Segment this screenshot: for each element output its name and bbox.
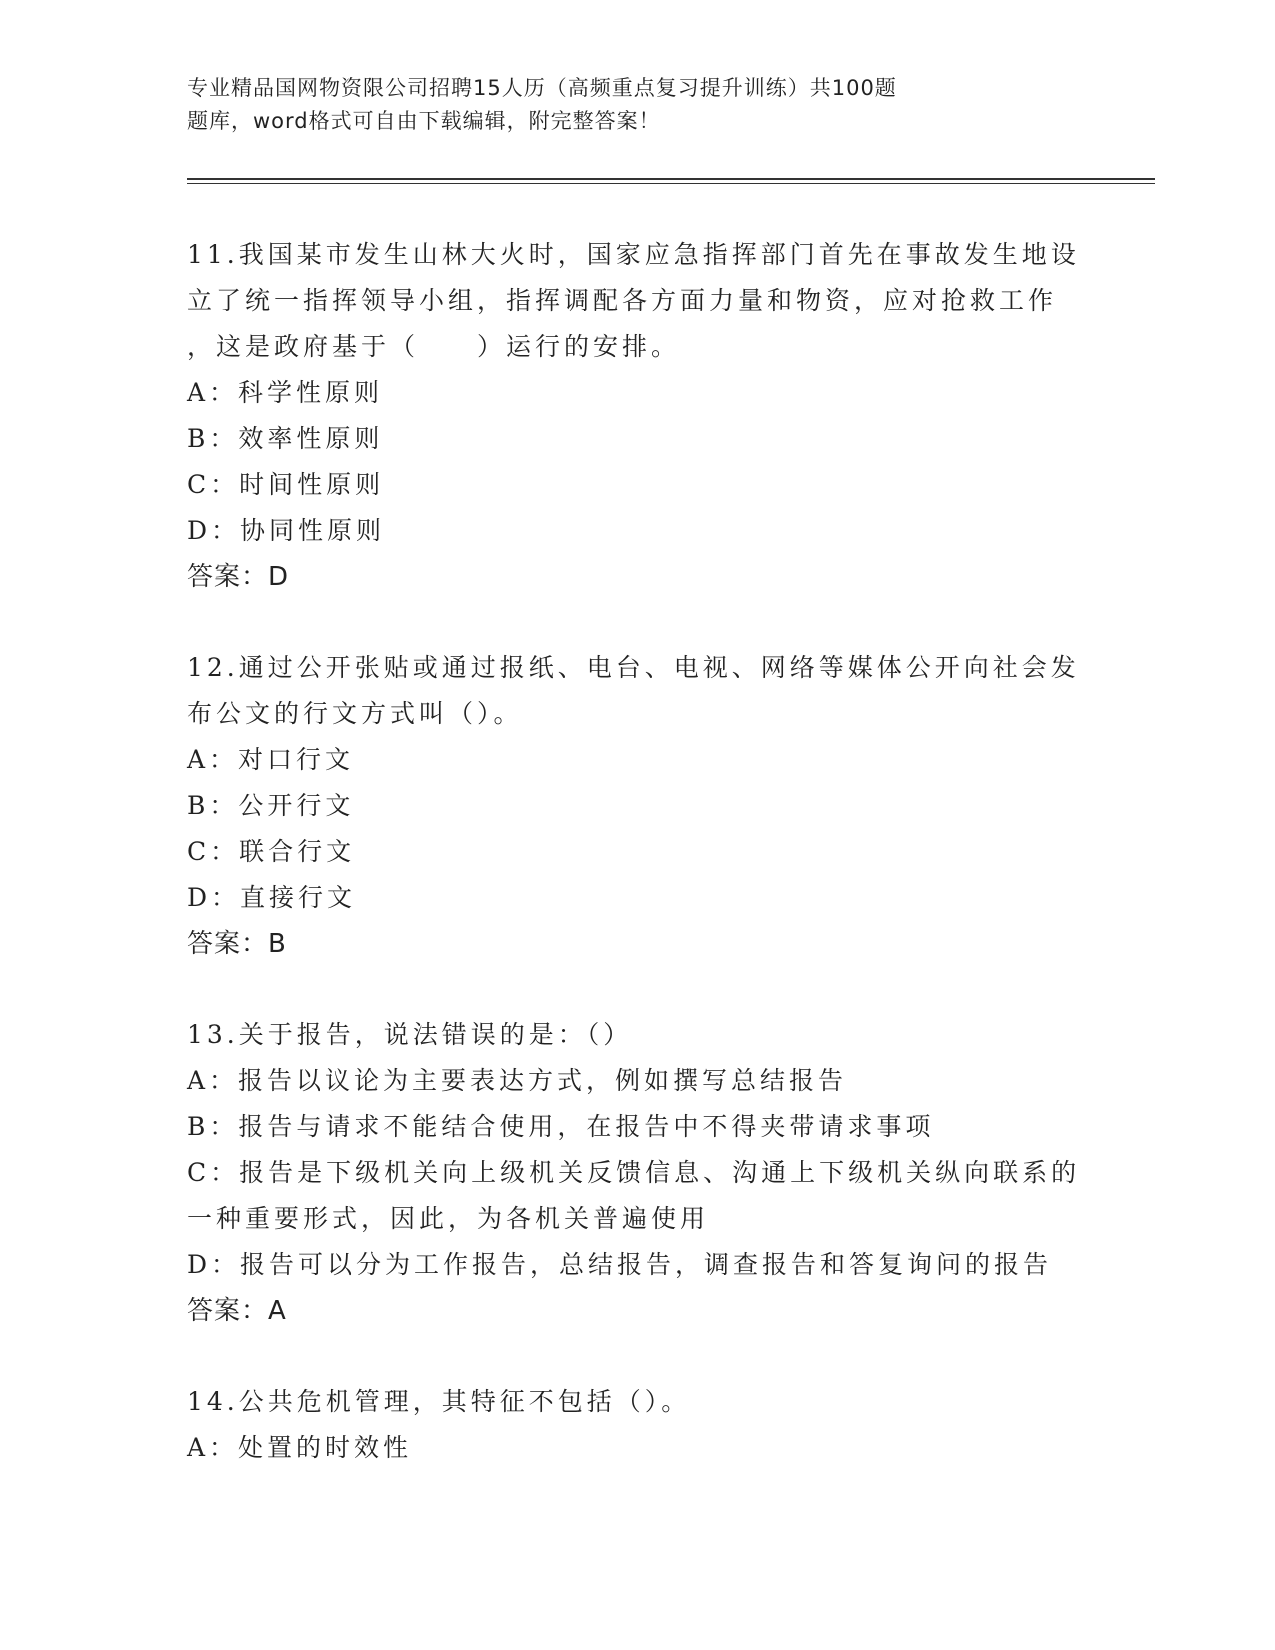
document-header	[187, 72, 1087, 138]
question-11	[187, 232, 1087, 600]
question-stem-line: 布公文的行文方式叫（）。	[187, 699, 523, 728]
header-divider-thick	[187, 178, 1155, 180]
option-b: B：报告与请求不能结合使用，在报告中不得夹带请求事项	[187, 1112, 935, 1141]
option-a: A：报告以议论为主要表达方式，例如撰写总结报告	[187, 1066, 848, 1095]
question-14	[187, 1379, 1087, 1471]
answer-line: 答案：D	[187, 562, 290, 592]
answer-line: 答案：A	[187, 1296, 287, 1326]
question-13	[187, 1012, 1087, 1334]
question-stem-line: ，这是政府基于（ ）运行的安排。	[187, 332, 681, 361]
option-b: B：公开行文	[187, 791, 355, 820]
option-d: D：直接行文	[187, 883, 357, 912]
header-line-1: 专业精品国网物资限公司招聘15人历（高频重点复习提升训练）共100题	[187, 76, 897, 100]
option-a: A：对口行文	[187, 745, 355, 774]
option-d: D：报告可以分为工作报告，总结报告，调查报告和答复询问的报告	[187, 1250, 1053, 1279]
question-stem-line: 11.我国某市发生山林大火时，国家应急指挥部门首先在事故发生地设	[187, 240, 1080, 269]
option-b: B：效率性原则	[187, 424, 384, 453]
option-c: C：联合行文	[187, 837, 356, 866]
question-stem-line: 13.关于报告，说法错误的是：（）	[187, 1020, 633, 1049]
question-12	[187, 645, 1087, 967]
question-list	[187, 232, 1087, 1516]
header-line-2: 题库，word格式可自由下载编辑，附完整答案！	[187, 109, 661, 133]
option-a: A：处置的时效性	[187, 1433, 413, 1462]
question-stem-line: 14.公共危机管理，其特征不包括（）。	[187, 1387, 691, 1416]
option-d: D：协同性原则	[187, 516, 386, 545]
header-divider-thin	[187, 183, 1155, 184]
option-c-continued: 一种重要形式，因此，为各机关普遍使用	[187, 1204, 710, 1233]
question-stem-line: 12.通过公开张贴或通过报纸、电台、电视、网络等媒体公开向社会发	[187, 653, 1080, 682]
option-c: C：时间性原则	[187, 470, 385, 499]
option-c: C：报告是下级机关向上级机关反馈信息、沟通上下级机关纵向联系的	[187, 1158, 1081, 1187]
answer-line: 答案：B	[187, 929, 287, 959]
question-stem-line: 立了统一指挥领导小组，指挥调配各方面力量和物资，应对抢救工作	[187, 286, 1058, 315]
option-a: A：科学性原则	[187, 378, 384, 407]
